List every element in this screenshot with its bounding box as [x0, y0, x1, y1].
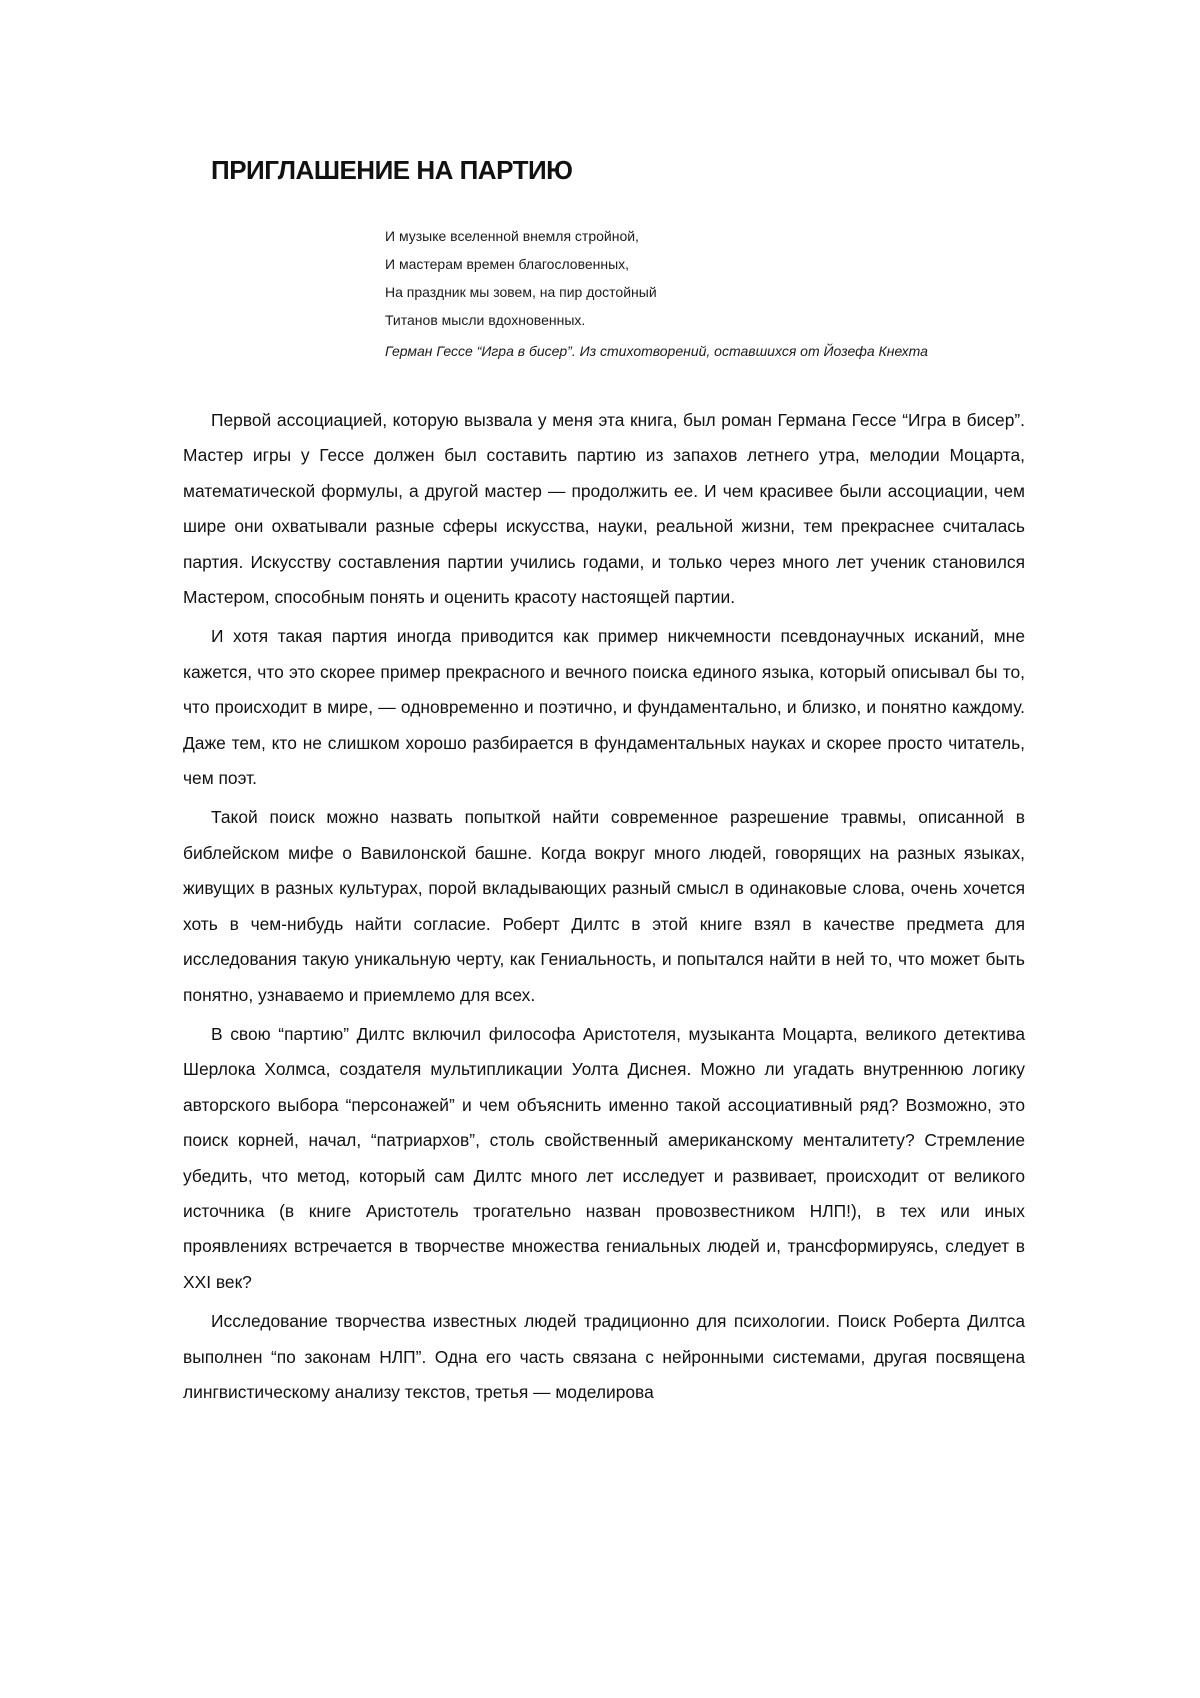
body-text — [183, 403, 1025, 1414]
paragraph: В свою “партию” Дилтс включил философа Аристотеля, музыканта Моцарта, велико­го детектива Шерлока Холмса, создателя мультипликации Уолта Диснея. Можно ли угадать внутреннюю логику авторского выбора “персонажей” и чем объяснить именно такой ассоциативный ряд? Возможно, это поиск корней, начал, “патриархов”, столь свойственный американскому менталитету? Стремление убедить, что метод, который сам Дилтс много лет исследует и развивает, происходит от великого источника (в книге Аристотель трогательно назван провозвестником НЛП!), в тех или иных проявлениях встречается в творчестве множества гениальных людей и, трансформируясь, следует в XXI век? — [183, 1017, 1025, 1300]
epigraph-source: Герман Гессе “Игра в бисер”. Из стихотворений, оставшихся от Йозефа Кнехта — [385, 337, 1005, 365]
chapter-title: ПРИГЛАШЕНИЕ НА ПАРТИЮ — [211, 155, 572, 186]
epigraph-line: И мастерам времен благословенных, — [385, 250, 1005, 278]
paragraph: Исследование творчества известных людей традиционно для психологии. Поиск Ро­берта Дилтса выполнен “по законам НЛП”. Одна его часть связана с нейронными си­стемами, другая посвящена лингвистическому анализу текстов, третья — моделирова­ — [183, 1304, 1025, 1410]
epigraph-line: И музыке вселенной внемля стройной, — [385, 222, 1005, 250]
paragraph: Первой ассоциацией, которую вызвала у меня эта книга, был роман Германа Гессе “Игра в бисер”. Мастер игры у Гессе должен был составить партию из запахов летнего утра, мелодии Моцарта, математической формулы, а другой мастер — продолжить ее. И чем красивее были ассоциации, чем шире они охватывали разные сферы искусства, науки, реальной жизни, тем прекраснее считалась партия. Искусству составления пар­тии учились годами, и только через много лет ученик становился Мастером, способным понять и оценить красоту настоящей партии. — [183, 403, 1025, 615]
paragraph: И хотя такая партия иногда приводится как пример никчемности псевдонаучных ис­каний, мне кажется, что это скорее пример прекрасного и вечного поиска единого язы­ка, который описывал бы то, что происходит в мире, — одновременно и поэтично, и фундаментально, и близко, и понятно каждому. Даже тем, кто не слишком хорошо раз­бирается в фундаментальных науках и скорее просто читатель, чем поэт. — [183, 619, 1025, 796]
epigraph — [385, 222, 1005, 365]
epigraph-line: На праздник мы зовем, на пир достойный — [385, 278, 1005, 306]
epigraph-line: Титанов мысли вдохновенных. — [385, 306, 1005, 334]
document-page — [0, 0, 1200, 1698]
paragraph: Такой поиск можно назвать попыткой найти современное разрешение травмы, опи­санной в библейском мифе о Вавилонской башне. Когда вокруг много людей, говоря­щих на разных языках, живущих в разных культурах, порой вкладывающих разный смысл в одинаковые слова, очень хочется хоть в чем-нибудь найти согласие. Роберт Дилтс в этой книге взял в качестве предмета для исследования такую уникальную чер­ту, как Гениальность, и попытался найти в ней то, что может быть понятно, узнаваемо и приемлемо для всех. — [183, 800, 1025, 1012]
